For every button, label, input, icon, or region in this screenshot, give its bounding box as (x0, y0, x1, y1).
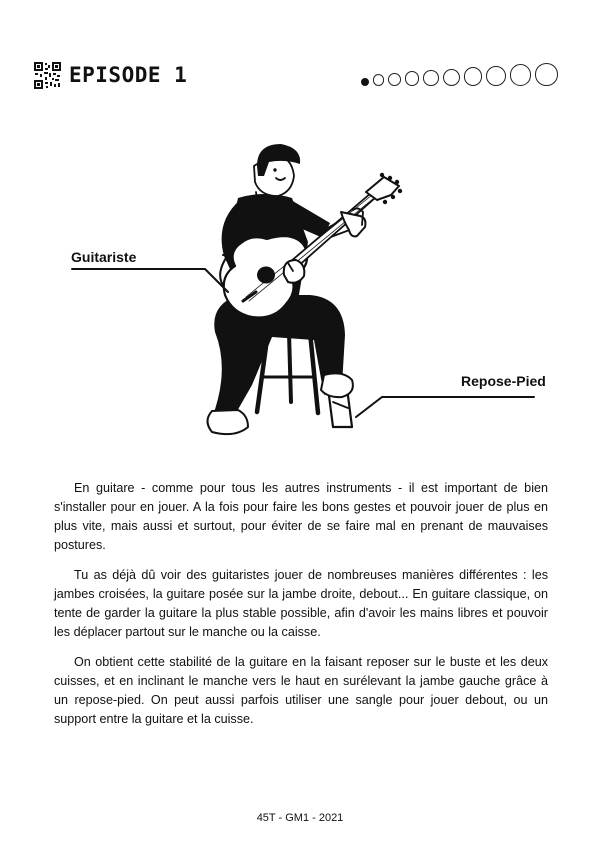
paragraph: En guitare - comme pour tous les autres instruments - il est important de bien s'installer pour en jouer. A la fois pour faire les bons gestes et pouvoir jouer de plus en plus vite, mais aussi et surtout, pour éviter de se faire mal en prenant de mauvaises postures. (54, 481, 548, 552)
page-header (34, 60, 564, 92)
episode-dot[interactable] (388, 73, 401, 86)
episode-title: EPISODE 1 (69, 63, 188, 87)
episode-dot[interactable] (423, 70, 439, 86)
episode-dot[interactable] (405, 71, 419, 85)
paragraph: Tu as déjà dû voir des guitaristes jouer de nombreuses manières différentes : les jambes croisées, la guitare posée sur la jambe droite, debout... En guitare classique, on tente de garder la guitare la plus stable possible, afin d'avoir les mains libres et pouvoir les déplacer partout sur le manche ou la caisse. (54, 568, 548, 639)
paragraph: On obtient cette stabilité de la guitare en la faisant reposer sur le buste et les deux cuisses, et en inclinant le manche vers le haut en surélevant la jambe gauche grâce à un repose-pied. On peut aussi parfois utiliser une sangle pour jouer debout, ou un support entre la guitare et la cuisse. (54, 655, 548, 726)
repose-pied-leader-line (356, 397, 534, 417)
episode-dot[interactable] (373, 74, 384, 85)
episode-progress-dots (361, 63, 558, 86)
guitarist-illustration (60, 130, 540, 450)
episode-dot[interactable] (486, 66, 506, 86)
episode-dot[interactable] (443, 69, 460, 86)
episode-dot[interactable] (535, 63, 558, 86)
qr-code-icon[interactable] (34, 62, 61, 89)
label-guitariste: Guitariste (71, 249, 137, 265)
guitariste-leader-line (72, 269, 228, 292)
episode-dot[interactable] (361, 78, 369, 86)
label-repose-pied: Repose-Pied (461, 373, 546, 389)
episode-dot[interactable] (510, 64, 531, 85)
body-text (54, 479, 548, 740)
episode-dot[interactable] (464, 67, 482, 85)
page-footer: 45T - GM1 - 2021 (256, 812, 344, 824)
